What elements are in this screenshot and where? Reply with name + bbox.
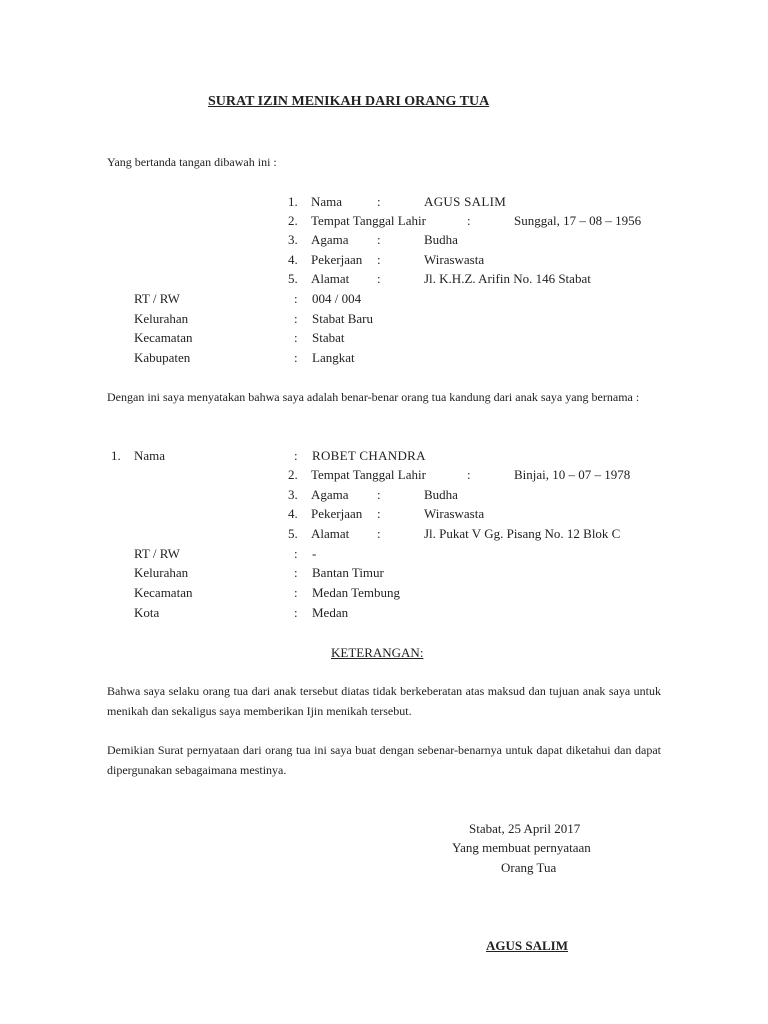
parent-religion-value: Budha: [424, 232, 458, 247]
row-label: Tempat Tanggal Lahir: [311, 213, 426, 228]
parent-religion-row: [288, 232, 458, 248]
closing-paragraph: Demikian Surat pernyataan dari orang tua ini saya buat dengan sebenar-benarnya untuk dapat diketahui dan dapat dipergunakan sebagaimana mestinya.: [107, 743, 661, 777]
row-separator: :: [377, 506, 381, 521]
child-religion-row: [288, 487, 458, 503]
child-kelurahan-value: Bantan Timur: [312, 565, 384, 580]
row-separator: :: [294, 330, 298, 345]
row-number: 5.: [288, 271, 298, 286]
row-label: Kelurahan: [134, 565, 189, 580]
row-number: 1.: [111, 448, 121, 463]
page-title: SURAT IZIN MENIKAH DARI ORANG TUA: [208, 94, 490, 109]
row-separator: :: [294, 311, 298, 326]
row-label: Kelurahan: [134, 311, 189, 326]
row-label: Kecamatan: [134, 330, 193, 345]
row-number: 3.: [288, 487, 298, 502]
row-label: Agama: [311, 232, 349, 247]
row-separator: :: [294, 565, 298, 580]
parent-rtrw-value: 004 / 004: [312, 291, 362, 306]
signature-name: AGUS SALIM: [486, 938, 568, 953]
parent-birth-row: [288, 213, 642, 229]
child-birth-value: Binjai, 10 – 07 – 1978: [514, 467, 631, 482]
row-separator: :: [377, 526, 381, 541]
child-birth-row: [288, 467, 631, 483]
signature-role-line: Yang membuat pernyataan: [452, 840, 591, 855]
child-job-row: [288, 506, 485, 522]
row-label: Tempat Tanggal Lahir: [311, 467, 426, 482]
child-kecamatan-row: [134, 585, 401, 601]
parent-name-value: AGUS SALIM: [424, 194, 507, 209]
parent-address-row: [288, 271, 591, 287]
child-kota-value: Medan: [312, 605, 349, 620]
signature-role: Orang Tua: [501, 860, 557, 875]
row-label: RT / RW: [134, 546, 180, 561]
parent-kabupaten-value: Langkat: [312, 350, 355, 365]
parent-kecamatan-row: [134, 330, 345, 346]
row-label: Agama: [311, 487, 349, 502]
parent-kabupaten-row: [134, 350, 355, 366]
parent-kelurahan-value: Stabat Baru: [312, 311, 374, 326]
row-label: Alamat: [311, 271, 350, 286]
row-label: Pekerjaan: [311, 252, 363, 267]
child-kota-row: [134, 605, 349, 621]
row-separator: :: [377, 271, 381, 286]
parent-name-row: [288, 194, 507, 210]
row-number: 4.: [288, 252, 298, 267]
child-rtrw-value: -: [312, 546, 317, 561]
row-number: 4.: [288, 506, 298, 521]
row-number: 5.: [288, 526, 298, 541]
row-separator: :: [377, 252, 381, 267]
child-rtrw-row: [134, 546, 317, 562]
row-label: Kota: [134, 605, 160, 620]
row-separator: :: [294, 605, 298, 620]
row-separator: :: [294, 291, 298, 306]
row-label: Kecamatan: [134, 585, 193, 600]
child-kecamatan-value: Medan Tembung: [312, 585, 401, 600]
keterangan-paragraph: Bahwa saya selaku orang tua dari anak tersebut diatas tidak berkeberatan atas maksud dan tujuan anak saya untuk menikah dan sekaligus saya memberikan Ijin menikah tersebut.: [107, 684, 661, 718]
row-separator: :: [467, 213, 471, 228]
statement-paragraph: Dengan ini saya menyatakan bahwa saya adalah benar-benar orang tua kandung dari anak saya yang bernama :: [107, 390, 640, 404]
parent-job-row: [288, 252, 485, 268]
child-name-value: ROBET CHANDRA: [312, 448, 426, 463]
parent-rtrw-row: [134, 291, 362, 307]
child-job-value: Wiraswasta: [424, 506, 485, 521]
child-religion-value: Budha: [424, 487, 458, 502]
parent-address-value: Jl. K.H.Z. Arifin No. 146 Stabat: [424, 271, 591, 286]
row-separator: :: [294, 585, 298, 600]
row-separator: :: [377, 232, 381, 247]
parent-job-value: Wiraswasta: [424, 252, 485, 267]
child-address-row: [288, 526, 621, 542]
row-label: Pekerjaan: [311, 506, 363, 521]
parent-kelurahan-row: [134, 311, 374, 327]
row-label: Kabupaten: [134, 350, 191, 365]
keterangan-heading: KETERANGAN:: [331, 645, 424, 660]
parent-kecamatan-value: Stabat: [312, 330, 345, 345]
row-number: 3.: [288, 232, 298, 247]
row-label: RT / RW: [134, 291, 180, 306]
row-separator: :: [467, 467, 471, 482]
parent-birth-value: Sunggal, 17 – 08 – 1956: [514, 213, 642, 228]
signature-place-date: Stabat, 25 April 2017: [469, 821, 581, 836]
intro-text: Yang bertanda tangan dibawah ini :: [107, 155, 277, 169]
child-address-value: Jl. Pukat V Gg. Pisang No. 12 Blok C: [424, 526, 621, 541]
row-label: Nama: [311, 194, 343, 209]
row-separator: :: [377, 194, 381, 209]
row-label: Alamat: [311, 526, 350, 541]
row-number: 1.: [288, 194, 298, 209]
row-separator: :: [294, 350, 298, 365]
row-separator: :: [294, 546, 298, 561]
row-number: 2.: [288, 467, 298, 482]
row-number: 2.: [288, 213, 298, 228]
child-kelurahan-row: [134, 565, 384, 581]
row-separator: :: [377, 487, 381, 502]
row-label: Nama: [134, 448, 166, 463]
child-name-row: [111, 448, 426, 464]
row-separator: :: [294, 448, 298, 463]
